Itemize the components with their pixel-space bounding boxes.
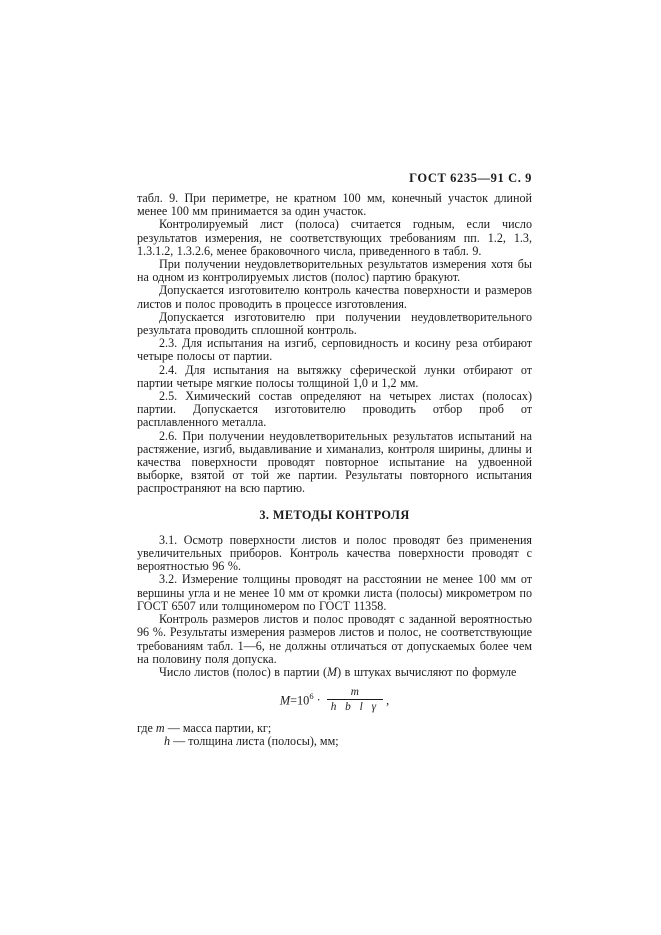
page-header: ГОСТ 6235—91 С. 9: [409, 171, 532, 185]
definition-symbol: m: [155, 721, 165, 736]
equals-sign: =: [290, 693, 298, 708]
paragraph: Допускается изготовителю контроль качества поверхности и размеров листов и полос проводить в процессе изготовления.: [137, 283, 532, 311]
definition-symbol: h: [164, 734, 171, 749]
paragraph: 3.2. Измерение толщины проводят на расстоянии не менее 100 мм от вершины угла и не менее 10 мм от кромки листа (полосы) микрометром по ГОСТ 6507 или толщиномером по ГОСТ 11358.: [137, 572, 532, 613]
formula-intro-paragraph: [137, 666, 532, 679]
paragraph: 2.6. При получении неудовлетворительных результатов испытаний на растяжение, изгиб, выдавливание и химанализ, контроля ширины, длины и качества поверхности проводят повторное испытание на удвоенной выборке, взятой от той же партии. Результаты повторного испытания распространяют на всю партию.: [137, 428, 532, 496]
fraction-denominator: h b l γ: [330, 701, 380, 714]
paragraph: табл. 9. При периметре, не кратном 100 мм, конечный участок длиной менее 100 мм принимается за один участок.: [137, 191, 532, 219]
definition-dash: —: [167, 721, 180, 736]
definition-text: толщина листа (полосы), мм;: [188, 734, 339, 749]
formula-exponent: 6: [309, 691, 314, 702]
formula-intro-symbol: M: [327, 664, 338, 679]
fraction-numerator: m: [327, 686, 383, 700]
section-heading: 3. МЕТОДЫ КОНТРОЛЯ: [259, 507, 410, 522]
paragraph: 3.1. Осмотр поверхности листов и полос проводят без применения увеличительных приборов. Контроль качества поверхности проводят с вероятностью 96 %.: [137, 532, 532, 574]
formula-base: 10: [297, 693, 310, 708]
paragraph: Допускается изготовителю при получении неудовлетворительного результата проводить сплошной контроль.: [137, 309, 532, 338]
definition-line: [137, 735, 532, 748]
paragraph: 2.5. Химический состав определяют на четырех листах (полосах) партии. Допускается изготовителю проводить отбор проб от расплавленного металла.: [137, 389, 532, 430]
multiplication-dot: ·: [316, 693, 321, 708]
paragraph: Контролируемый лист (полоса) считается годным, если число результатов измерения, не соответствующих требованиям пп. 1.2, 1.3, 1.3.1.2, 1.3.2.6, менее браковочного числа, приведенного в табл. 9.: [137, 217, 532, 258]
fraction: [327, 686, 383, 713]
definition-dash: —: [173, 734, 186, 749]
paragraph: 2.4. Для испытания на вытяжку сферической лунки отбирают от партии четыре мягкие полосы толщиной 1,0 и 1,2 мм.: [137, 362, 532, 390]
formula-intro-post: ) в штуках вычисляют по формуле: [337, 664, 517, 679]
paragraph: Контроль размеров листов и полос проводят с заданной вероятностью 96 %. Результаты измерения размеров листов и полос, не соответствующие требованиям табл. 1—6, не должны отличаться от допускаемых более чем на половину поля допуска.: [137, 612, 532, 666]
paragraph: 2.3. Для испытания на изгиб, серповидность и косину реза отбирают четыре полосы от партии.: [137, 336, 532, 364]
text-column: [137, 192, 532, 749]
formula-definitions: [137, 722, 532, 748]
where-prefix: где: [137, 721, 153, 736]
formula-variable: M: [279, 693, 291, 708]
definition-text: масса партии, кг;: [182, 721, 272, 736]
formula: [137, 688, 532, 715]
formula-trailing-comma: ,: [386, 693, 390, 708]
paragraph: При получении неудовлетворительных результатов измерения хотя бы на одном из контролируемых листов (полос) партию бракуют.: [137, 257, 532, 285]
formula-intro-pre: Число листов (полос) в партии (: [159, 664, 328, 679]
